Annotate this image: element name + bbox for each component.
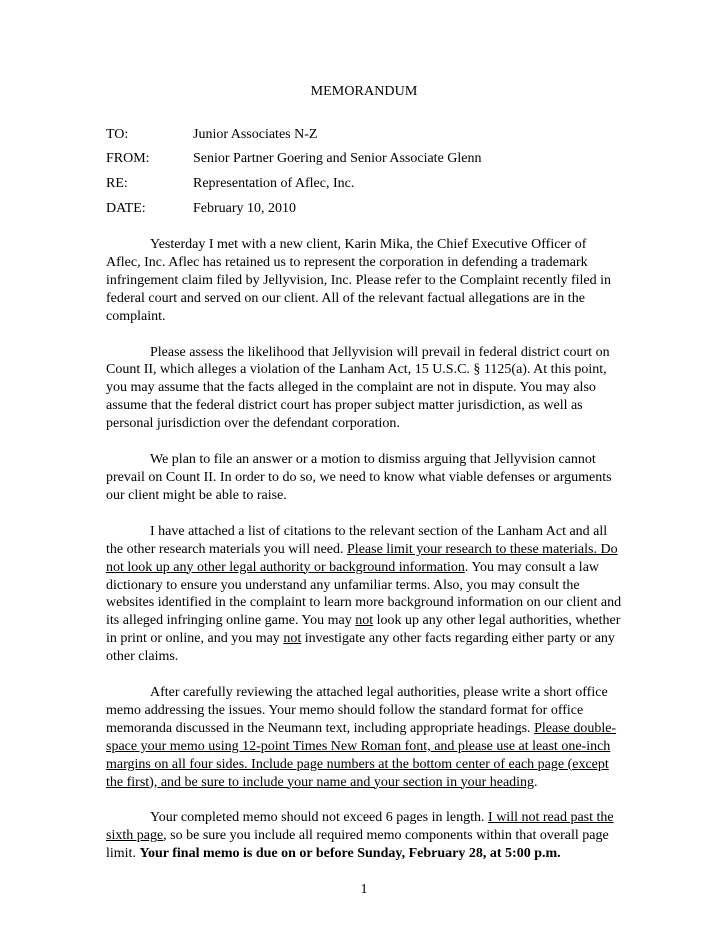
header-date-value: February 10, 2010 [193,201,297,216]
paragraph-3-text: We plan to file an answer or a motion to dismiss arguing that Jellyvision cannot prevail on Count II. In order to do so, we need to know what viable defenses or arguments our client might be able to raise. [106,452,612,503]
paragraph-3 [106,451,622,505]
paragraph-4-research-limit: Please limit your research to these materials. Do not look up any other legal authority or background information [106,541,618,575]
header-to-row [106,127,317,143]
header-to-value: Junior Associates N-Z [193,127,318,142]
paragraph-6-text-a: Your completed memo should not exceed 6 pages in length. [150,810,489,826]
paragraph-5 [106,684,622,791]
paragraph-5-text-c: . [534,774,538,790]
paragraph-4-not-2: not [283,631,302,647]
header-date-label: DATE: [106,201,146,216]
header-from-value: Senior Partner Goering and Senior Associate Glenn [193,151,482,166]
header-from-row [106,151,482,167]
paragraph-6-due-date: Your final memo is due on or before Sunday, February 28, at 5:00 p.m. [139,846,561,862]
paragraph-4-text-g: investigate any other facts regarding either party or any other claims. [106,631,615,665]
header-from-label: FROM: [106,151,150,166]
page-number: 1 [360,882,368,897]
paragraph-5-format-instructions: Please double-space your memo using 12-point Times New Roman font, and please use at least one-inch margins on all four sides. Include page numbers at the bottom center of each page (except the first), and be sure to include your name and your section in your heading [106,720,617,790]
paragraph-2 [106,344,622,434]
paragraph-1-text: Yesterday I met with a new client, Karin Mika, the Chief Executive Officer of Aflec, Inc. Aflec has retained us to represent the corporation in defending a trademark infringement claim filed by Jellyvision, Inc. Please refer to the Complaint recently filed in federal court and served on our client. All of the relevant factual allegations are in the complaint. [106,237,612,324]
paragraph-1 [106,236,622,326]
paragraph-6 [106,809,622,863]
memo-body [106,236,622,881]
header-re-label: RE: [106,176,128,191]
paragraph-4 [106,523,622,666]
paragraph-4-text-a: I have attached a list of citations to the relevant section of the Lanham Act and all the other research materials you will need. [106,523,608,557]
paragraph-5-text-a: After carefully reviewing the attached legal authorities, please write a short office memo addressing the issues. Your memo should follow the standard format for office memoranda discussed in the Neumann text, including appropriate headings. [106,685,608,736]
paragraph-4-text-c: . You may consult a law dictionary to ensure you understand any unfamiliar terms. Also, you may consult the websites identified in the complaint to learn more background information on our client and its alleged infringing online game. You may [106,559,622,629]
paragraph-2-text: Please assess the likelihood that Jellyvision will prevail in federal district court on Count II, which alleges a violation of the Lanham Act, 15 U.S.C. § 1125(a). At this point, you may assume that the facts alleged in the complaint are not in dispute. You may also assume that the federal district court has proper subject matter jurisdiction, as well as personal jurisdiction over the defendant corporation. [106,344,610,432]
header-re-row [106,176,354,192]
paragraph-6-page-limit: I will not read past the sixth page [106,810,614,844]
paragraph-6-text-c: , so be sure you include all required memo components within that overall page limit. [106,828,609,862]
paragraph-4-text-e: look up any other legal authorities, whether in print or online, and you may [106,613,621,647]
header-re-value: Representation of Aflec, Inc. [193,176,355,191]
paragraph-4-not-1: not [355,613,374,629]
header-to-label: TO: [106,127,129,142]
memo-title: MEMORANDUM [310,84,418,99]
header-date-row [106,201,296,217]
